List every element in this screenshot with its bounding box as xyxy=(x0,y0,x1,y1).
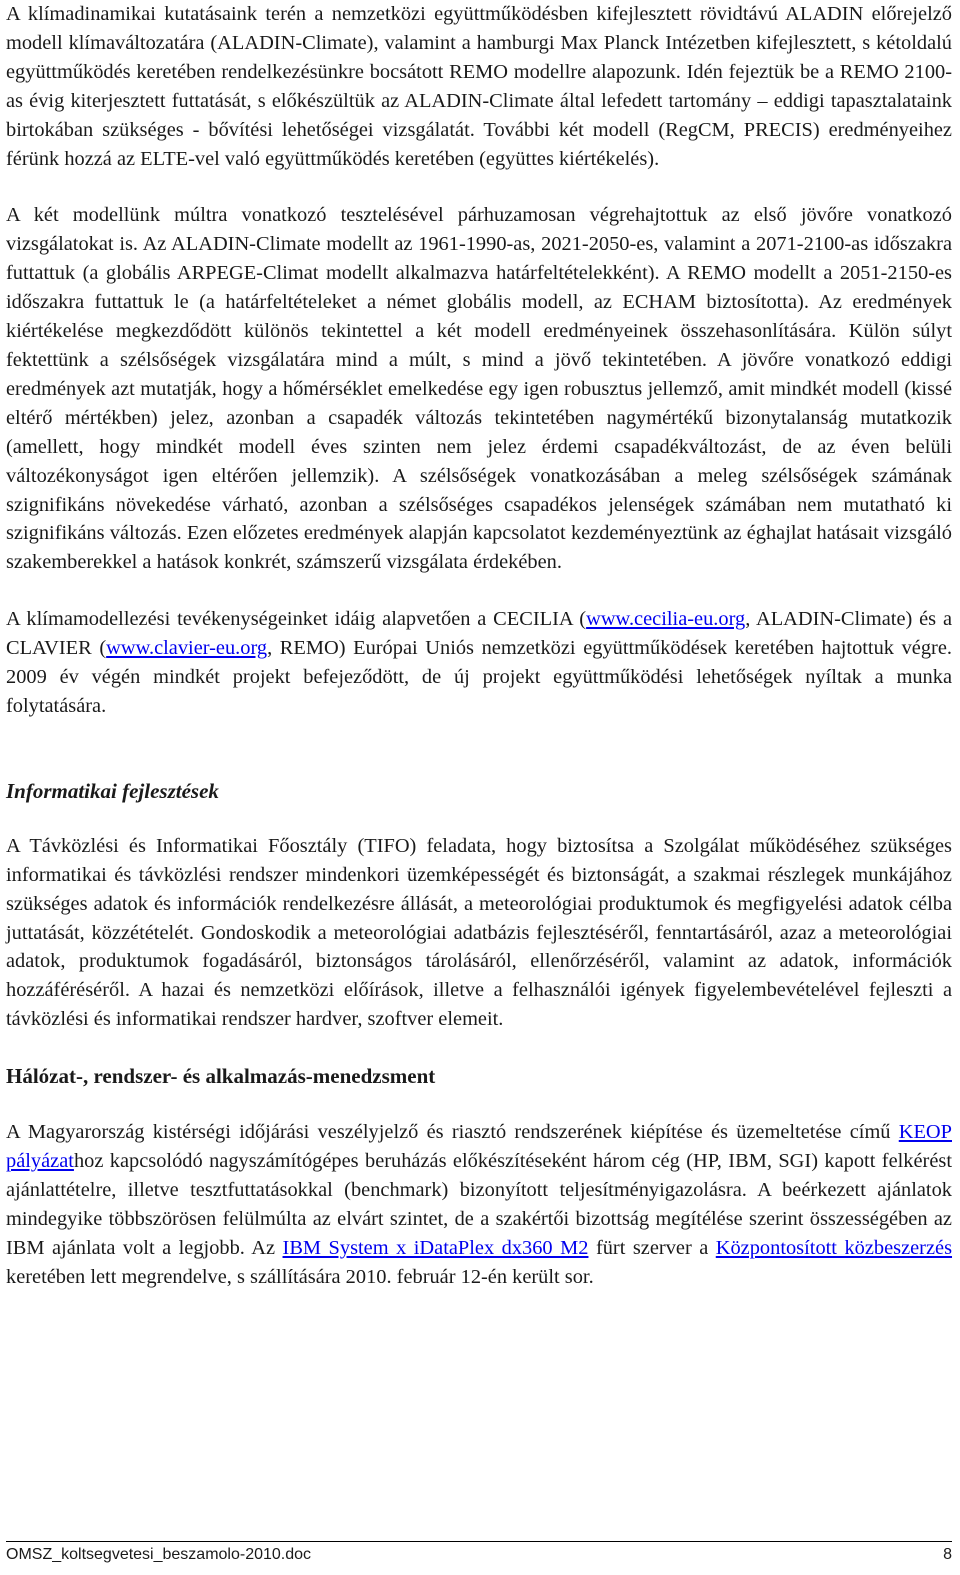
section-heading-informatics: Informatikai fejlesztések xyxy=(6,778,219,803)
kozbeszerzes-link[interactable]: Központosított közbeszerzés xyxy=(715,1236,953,1259)
ibm-system-link[interactable]: IBM System x iDataPlex dx360 M2 xyxy=(282,1236,589,1259)
paragraph-projects xyxy=(6,605,952,721)
paragraph-text: A Magyarország kistérségi időjárási veszélyjelző és riasztó rendszerének kiépítése és üzemeltetése című xyxy=(6,1121,899,1144)
paragraph-supercomputer xyxy=(6,1118,952,1291)
cecilia-link[interactable]: www.cecilia-eu.org xyxy=(586,608,746,631)
footer-divider xyxy=(6,1541,952,1542)
clavier-link[interactable]: www.clavier-eu.org xyxy=(106,637,268,660)
paragraph-text: A klímadinamikai kutatásaink terén a nemzetközi együttműködésben kifejlesztett rövidtávú ALADIN előrejelző modell klímaváltozatára (ALADIN-Climate), valamint a hamburgi Max Planck Intézetben kifejlesztett, s kétoldalú együttműködés keretében rendelkezésünkre bocsátott REMO modellre alapozunk. Idén fejeztük be a REMO 2100-as évig kiterjesztett futtatását, s előkészültük az ALADIN-Climate által lefedett tartomány – eddigi tapasztalataink birtokában szükséges - bővítési lehetőségei vizsgálatát. További két modell (RegCM, PRECIS) eredményeihez férünk hozzá az ELTE-vel való együttműködés keretében (együttes kiértékelés). xyxy=(6,3,952,170)
keop-link[interactable]: KEOP pályázat xyxy=(6,1121,952,1173)
page-footer xyxy=(6,1546,952,1564)
paragraph-text: A klímamodellezési tevékenységeinket idáig alapvetően a CECILIA ( xyxy=(6,608,587,631)
paragraph-text: A két modellünk múltra vonatkozó tesztelésével párhuzamosan végrehajtottuk az első jövőre vonatkozó vizsgálatokat is. Az ALADIN-Climate modellt az 1961-1990-as, 2021-2050-es, valamint a 2071-2100-as időszakra futtattuk (a globális ARPEGE-Climat modellt alkalmazva határfeltételekként). A REMO modellt a 2051-2150-es időszakra futtattuk le (a határfeltételeket a német globális modell, az ECHAM biztosította). Az eredmények kiértékelése megkezdődött különös tekintettel a két modell eredményeinek összehasonlítására. Külön súlyt fektettünk a szélsőségek vizsgálatára mind a múlt, s mind a jövő tekintetében. A jövőre vonatkozó eddigi eredmények azt mutatják, hogy a hőmérséklet emelkedése egy igen robusztus jellemző, amit mindkét modell (kissé eltérő mértékben) jelez, azonban a csapadék változás tekintetében nagymértékű bizonytalanság mutatkozik (amellett, hogy mindkét modell éves szinten nem jelez érdemi csapadékváltozást, de az éven belüli változékonyságot igen eltérően jellemzik). A szélsőségek vonatkozásában a meleg szélsőségek számának szignifikáns növekedése várható, azonban a szélsőséges csapadékos jelenségek számában nem mutatható ki szignifikáns változás. Ezen előzetes eredmények alapján kapcsolatot kezdeményeztünk az éghajlat hatásait vizsgáló szakemberekkel a hatások konkrét, számszerű vizsgálata érdekében. xyxy=(6,204,952,574)
paragraph-text: keretében lett megrendelve, s szállítására 2010. február 12-én került sor. xyxy=(6,1265,594,1288)
footer-filename: OMSZ_koltsegvetesi_beszamolo-2010.doc xyxy=(6,1546,312,1563)
paragraph-tifo xyxy=(6,832,952,1034)
paragraph-text: hoz kapcsolódó nagyszámítógépes beruházás előkészítéseként három cég (HP, IBM, SGI) kapott felkérést ajánlattételre, illetve tesztfuttatásokkal (benchmark) bizonyított teljesítményigazolásra. A beérkezett ajánlatok mindegyike többszörösen felülmúlta az elvárt szintet, de a szakértői bizottság megítélése szerint összességében az IBM ajánlata volt a legjobb. Az xyxy=(6,1150,952,1259)
footer-page-number: 8 xyxy=(943,1546,952,1563)
paragraph-text: , ALADIN-Climate) és a CLAVIER ( xyxy=(6,608,952,660)
paragraph-model-results xyxy=(6,201,952,577)
paragraph-text: , REMO) Európai Uniós nemzetközi együttműködések keretében hajtottuk végre. 2009 év végén mindkét projekt befejeződött, de új projekt együttműködési lehetőségek nyíltak a munka folytatására. xyxy=(6,637,952,717)
document-page xyxy=(6,0,952,1292)
paragraph-climate-models xyxy=(6,0,952,173)
paragraph-text: A Távközlési és Informatikai Főosztály (TIFO) feladata, hogy biztosítsa a Szolgálat működéséhez szükséges informatikai és távközlési rendszer mindenkori üzemképességét és biztonságát, a szakmai részlegek munkájához szükséges adatok és információk rendelkezésre állását, a meteorológiai produktumok és megfigyelési adatok célba juttatását, közzétételét. Gondoskodik a meteorológiai adatbázis fejlesztéséről, fenntartásáról, azaz a meteorológiai adatok, produktumok fogadásáról, biztonságos tárolásáról, ellenőrzéséről, valamint az adatok, információk hozzáféréséről. A hazai és nemzetközi előírások, illetve a felhasználói igények figyelembevételével fejleszti a távközlési és informatikai rendszer hardver, szoftver elemeit. xyxy=(6,834,952,1031)
section-heading-network: Hálózat-, rendszer- és alkalmazás-menedzsment xyxy=(6,1064,436,1089)
paragraph-text: fürt szerver a xyxy=(588,1236,716,1259)
